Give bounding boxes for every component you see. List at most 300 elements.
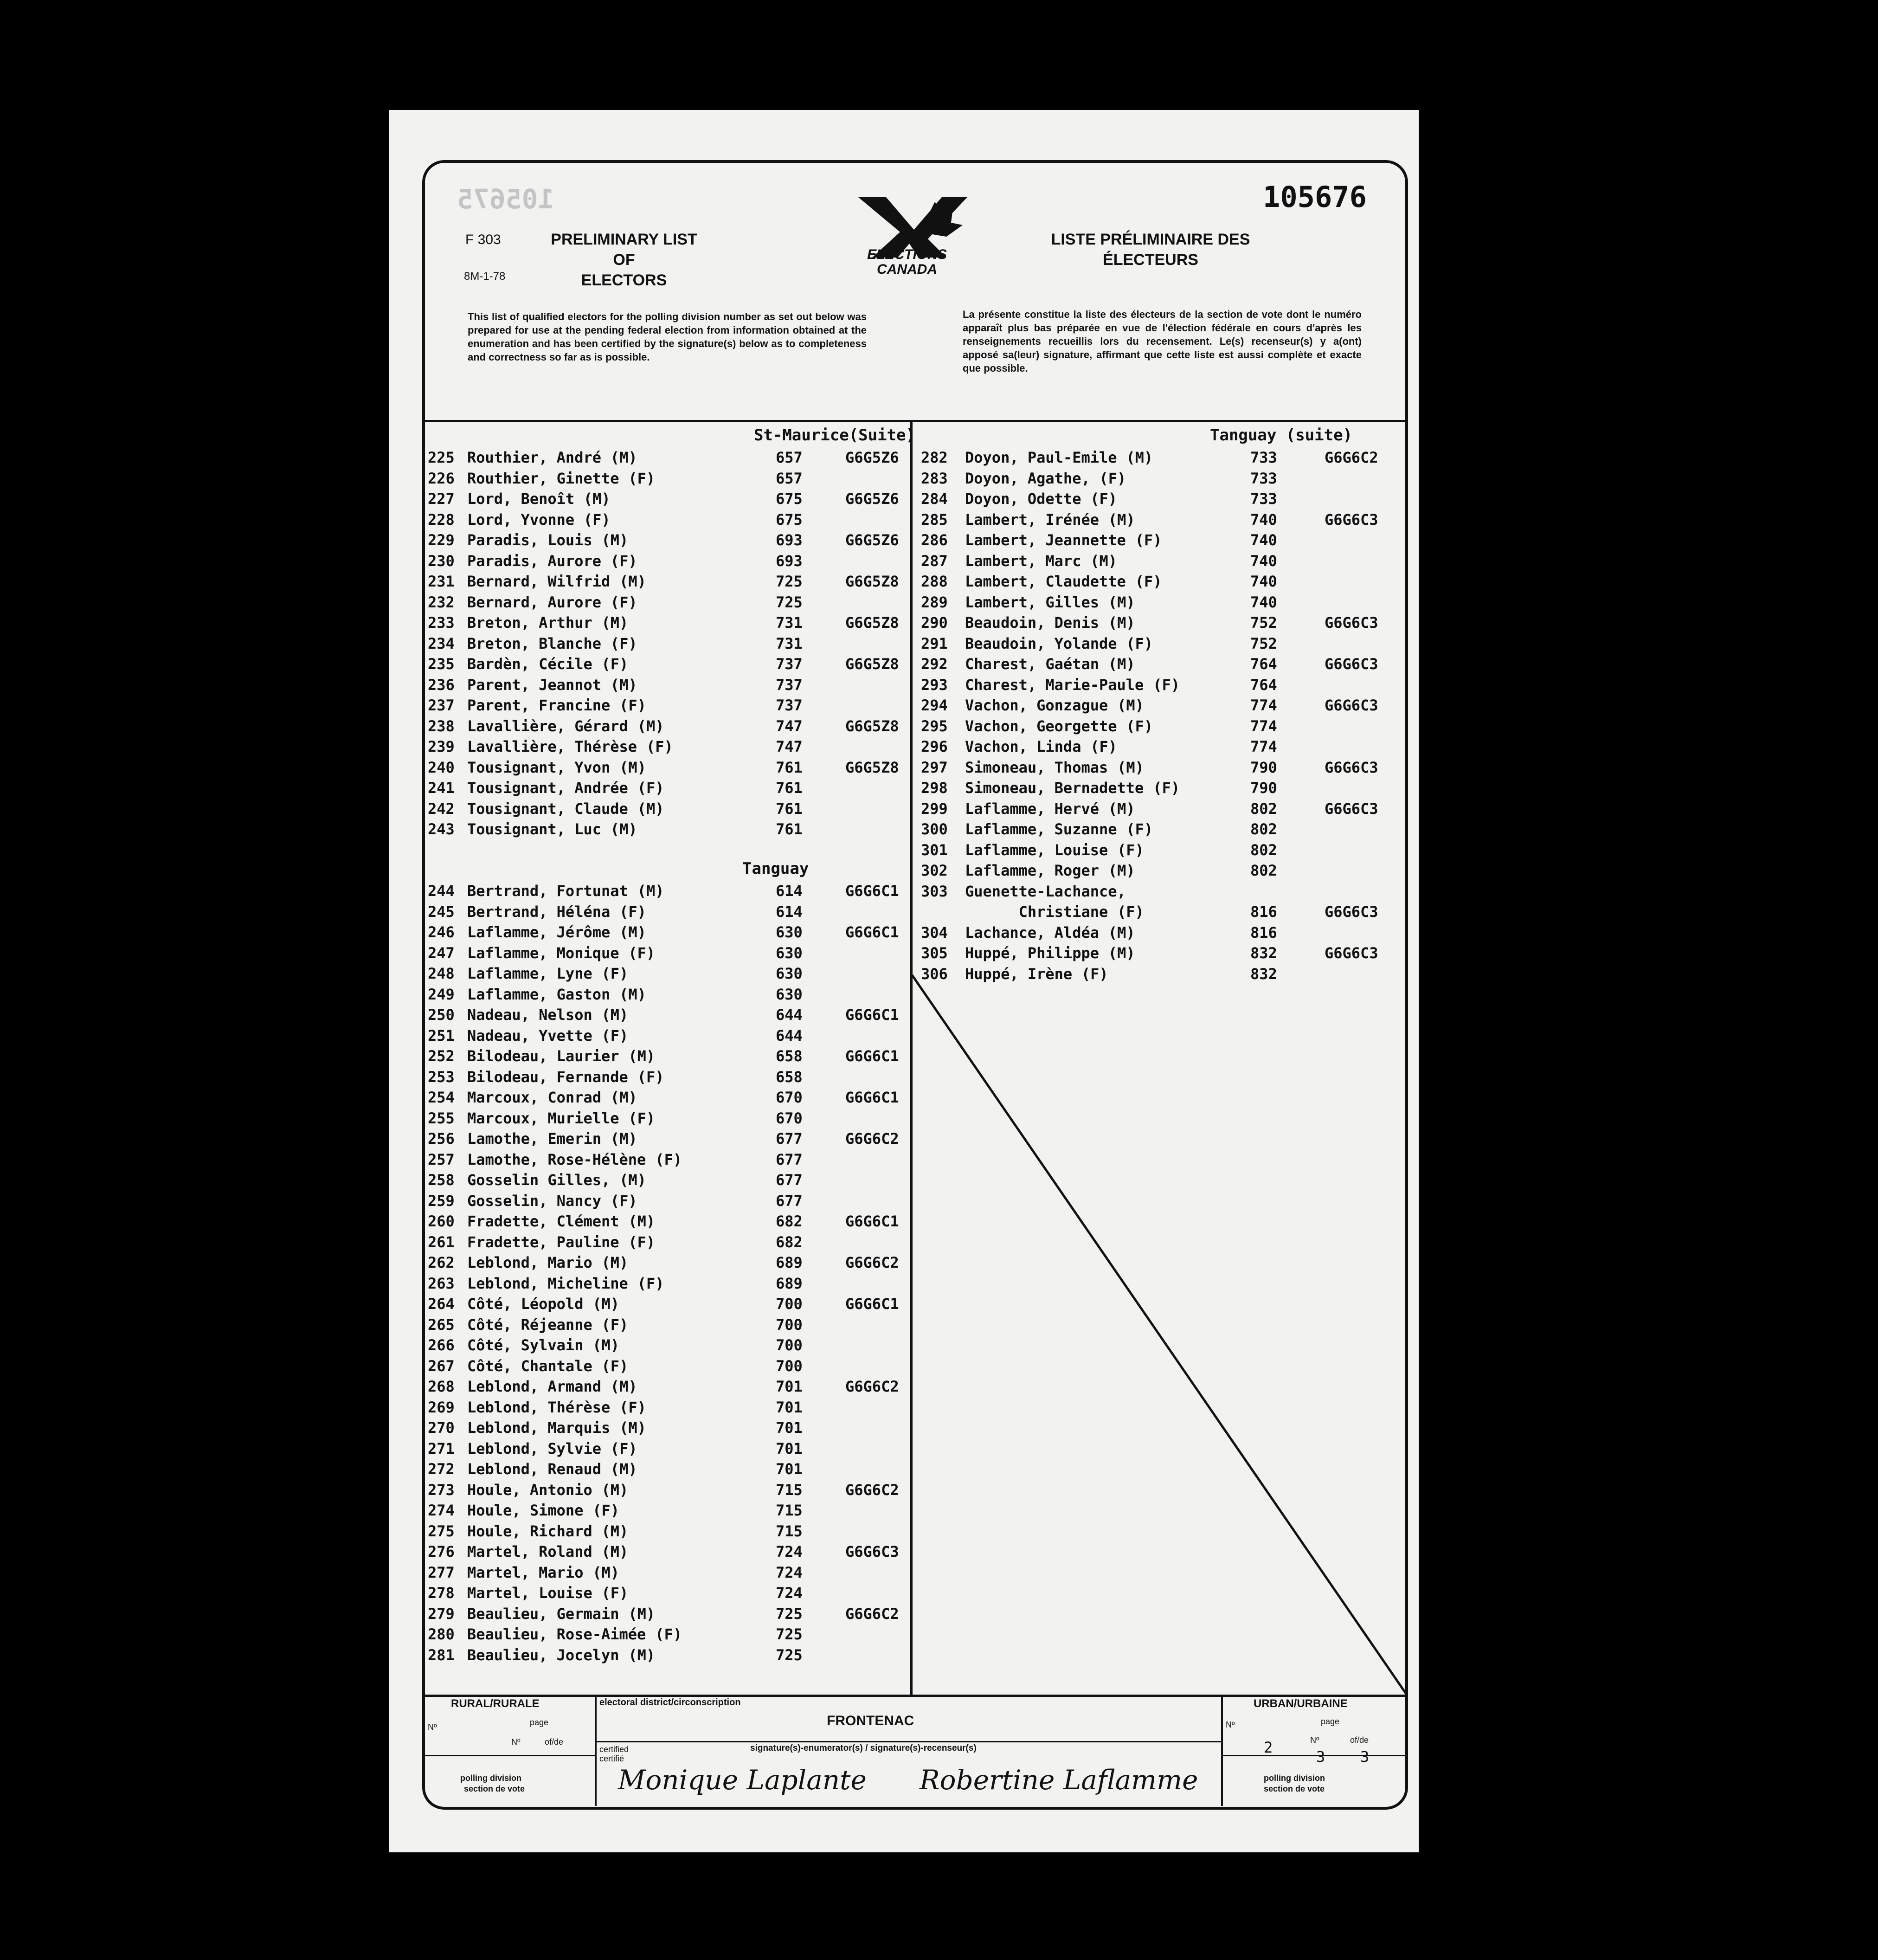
elector-address: 614: [776, 882, 803, 900]
elector-number: 250: [428, 1006, 455, 1024]
elector-sex: (M): [601, 1254, 629, 1271]
elector-number: 233: [428, 614, 455, 632]
elector-address: 644: [776, 1006, 803, 1024]
rural-section-de-vote-label: section de vote: [464, 1784, 525, 1793]
rural-of-label: of/de: [545, 1737, 564, 1747]
elector-row: [921, 778, 1406, 799]
elector-name: Guenette-Lachance,: [965, 882, 1126, 900]
elector-number: 249: [428, 985, 455, 1003]
elector-address: 802: [1250, 820, 1277, 838]
elector-sex: (F): [1090, 738, 1117, 755]
elector-number: 264: [428, 1295, 455, 1313]
elector-name: Laflamme, Lyne: [467, 965, 592, 982]
elector-address: 790: [1250, 758, 1277, 776]
elector-address: 832: [1250, 965, 1277, 983]
elector-sex: (M): [1108, 655, 1135, 673]
rural-label: RURAL/RURALE: [451, 1697, 540, 1710]
elector-number: 299: [921, 799, 948, 818]
elector-list-left-b: [428, 881, 910, 1665]
elector-postal-code: G6G5Z8: [845, 614, 899, 632]
elector-address: 630: [776, 923, 803, 941]
elector-row: [428, 1376, 910, 1397]
elector-address: 737: [776, 655, 803, 673]
elector-address: 725: [776, 573, 803, 590]
form-code: F 303: [465, 232, 501, 247]
elector-number: 287: [921, 552, 948, 570]
elector-name: Bardèn, Cécile: [467, 655, 592, 673]
elector-number: 242: [428, 799, 455, 818]
elector-sex: (F): [1117, 903, 1144, 921]
elector-number: 292: [921, 655, 948, 673]
elector-address: 715: [776, 1502, 803, 1519]
elector-name: Doyon, Paul-Emile: [965, 449, 1117, 466]
elector-row: [921, 675, 1406, 696]
elector-postal-code: G6G5Z6: [845, 449, 899, 466]
form-number-right: 105676: [1263, 180, 1367, 214]
elector-row: [921, 530, 1406, 551]
elector-number: 273: [428, 1481, 455, 1499]
elector-number: 246: [428, 923, 455, 941]
urban-polling-division-label: polling division: [1264, 1773, 1325, 1783]
elector-name: Vachon, Georgette: [965, 717, 1117, 735]
elector-number: 277: [428, 1563, 455, 1581]
elector-number: 256: [428, 1130, 455, 1148]
elector-sex: (F): [1135, 573, 1162, 590]
elector-name: Leblond, Micheline: [467, 1274, 628, 1292]
elector-sex: (M): [619, 573, 646, 590]
elector-address: 670: [776, 1109, 803, 1127]
elector-number: 235: [428, 655, 455, 673]
elector-postal-code: G6G6C3: [1325, 903, 1378, 921]
elector-row: [921, 489, 1406, 509]
elector-postal-code: G6G5Z6: [845, 490, 899, 508]
elector-address: 802: [1250, 841, 1277, 859]
elector-sex: (M): [1090, 552, 1117, 570]
elector-number: 237: [428, 696, 455, 714]
elector-name: Lamothe, Rose-Hélène: [467, 1150, 646, 1168]
elector-address: 715: [776, 1481, 803, 1499]
elector-postal-code: G6G6C2: [845, 1378, 899, 1395]
elector-number: 281: [428, 1646, 455, 1664]
elector-number: 255: [428, 1109, 455, 1127]
elector-name: Laflamme, Louise: [965, 841, 1108, 859]
elector-sex: (F): [628, 1233, 656, 1251]
elector-number: 300: [921, 820, 948, 838]
elector-sex: (F): [583, 510, 611, 529]
elector-sex: (M): [637, 882, 664, 900]
elector-name: Simoneau, Thomas: [965, 758, 1108, 776]
elector-sex: (F): [610, 593, 637, 611]
diagonal-cancel-line: [912, 974, 1408, 1696]
elector-sex: (M): [601, 1006, 629, 1024]
elector-row: [428, 530, 910, 551]
signature-enumerator-2: Robertine Laflamme: [920, 1764, 1198, 1796]
elector-address: 701: [776, 1398, 803, 1416]
elector-name: Marcoux, Murielle: [467, 1109, 619, 1127]
elector-name: Houle, Simone: [467, 1502, 584, 1519]
elector-sex: (F): [601, 1026, 629, 1044]
elector-name: Gosselin, Nancy: [467, 1192, 601, 1210]
elector-sex: (M): [619, 758, 646, 776]
elector-number: 265: [428, 1315, 455, 1334]
elector-name: Huppé, Irène: [965, 965, 1073, 983]
elector-row: [921, 551, 1406, 572]
elector-postal-code: G6G6C1: [845, 923, 899, 941]
title-french-line1: LISTE PRÉLIMINAIRE DES: [1051, 231, 1250, 248]
elector-row: [921, 736, 1406, 757]
elector-name: Laflamme, Suzanne: [965, 820, 1117, 838]
elector-address: 700: [776, 1295, 803, 1313]
elector-name: Beaulieu, Jocelyn: [467, 1646, 619, 1664]
elector-name: Laflamme, Jérôme: [467, 923, 611, 941]
elector-postal-code: G6G6C2: [845, 1481, 899, 1499]
elector-name: Laflamme, Monique: [467, 944, 619, 962]
elector-row: [921, 592, 1406, 613]
elector-address: 752: [1250, 634, 1277, 652]
elector-sex: (F): [610, 1439, 637, 1457]
elector-address: 675: [776, 510, 803, 529]
intro-french: La présente constitue la liste des électeurs de la section de vote dont le numéro apparaît plus bas préparée en vue de l'élection fédérale en cours d'après les renseignements recueillis lors du recensement. Le(s) recenseur(s) y a(ont) apposé sa(leur) signature, affirmant que cette liste est aussi complète et exacte que possible.: [963, 309, 1362, 374]
elector-row: [428, 716, 910, 737]
elector-address: 657: [776, 449, 803, 466]
elector-address: 774: [1250, 717, 1277, 735]
elector-number: 275: [428, 1522, 455, 1540]
elector-name: Leblond, Thérèse: [467, 1398, 611, 1416]
elector-number: 305: [921, 944, 948, 962]
elector-address: 761: [776, 799, 803, 818]
elector-name: Simoneau, Bernadette: [965, 779, 1144, 797]
elector-sex: (F): [655, 1625, 682, 1643]
certified-label: certified: [599, 1745, 629, 1754]
elector-row: [428, 1005, 910, 1025]
elector-name: Leblond, Armand: [467, 1378, 601, 1395]
elector-row: [921, 571, 1406, 592]
elector-number: 251: [428, 1026, 455, 1044]
urban-page-label: page: [1321, 1717, 1340, 1726]
elector-address: 740: [1250, 552, 1277, 570]
elections-canada-logo: [854, 188, 974, 285]
elector-number: 267: [428, 1357, 455, 1375]
elector-sex: (F): [1126, 634, 1153, 652]
elector-number: 297: [921, 758, 948, 776]
elector-name: Lambert, Gilles: [965, 593, 1099, 611]
elector-name: Martel, Mario: [467, 1563, 584, 1581]
elector-row: [428, 1541, 910, 1562]
elector-postal-code: G6G6C3: [1325, 696, 1378, 714]
elector-sex: (M): [610, 1378, 637, 1395]
elector-row: [428, 1583, 910, 1604]
elector-name: Tousignant, Andrée: [467, 779, 628, 797]
elector-postal-code: G6G6C3: [1325, 799, 1378, 818]
elector-postal-code: G6G5Z8: [845, 717, 899, 735]
elector-number: 257: [428, 1150, 455, 1168]
elector-sex: (M): [583, 490, 611, 508]
elector-row: [428, 1335, 910, 1356]
elector-sex: (F): [1135, 531, 1162, 549]
elector-name: Gosselin Gilles,: [467, 1171, 611, 1189]
elector-number: 231: [428, 573, 455, 590]
elector-row: [428, 1604, 910, 1625]
elector-address: 724: [776, 1543, 803, 1560]
elector-address: 677: [776, 1171, 803, 1189]
elector-address: 693: [776, 552, 803, 570]
elector-name: Tousignant, Luc: [467, 820, 601, 838]
elector-sex: (M): [619, 1171, 646, 1189]
elector-sex: (F): [1153, 779, 1180, 797]
elector-number: 269: [428, 1398, 455, 1416]
elector-postal-code: G6G6C2: [845, 1605, 899, 1623]
elector-sex: (M): [610, 676, 637, 694]
elector-address: 764: [1250, 676, 1277, 694]
elector-address: 689: [776, 1254, 803, 1271]
elector-name: Leblond, Renaud: [467, 1460, 601, 1478]
elector-number: 293: [921, 676, 948, 694]
elector-postal-code: G6G6C1: [845, 1295, 899, 1313]
elector-row: [921, 819, 1406, 840]
elector-sex: (M): [1108, 510, 1135, 529]
elector-address: 731: [776, 634, 803, 652]
elector-address: 731: [776, 614, 803, 632]
rural-polling-division-label: polling division: [460, 1773, 521, 1783]
elector-sex: (F): [610, 634, 637, 652]
elector-address: 752: [1250, 614, 1277, 632]
title-french-line2: ÉLECTEURS: [1103, 251, 1198, 269]
elector-sex: (F): [601, 965, 629, 982]
elector-number: 262: [428, 1254, 455, 1271]
elector-address: 764: [1250, 655, 1277, 673]
elector-address: 657: [776, 469, 803, 487]
elector-address: 700: [776, 1357, 803, 1375]
elector-number: 260: [428, 1212, 455, 1230]
elector-sex: (F): [646, 738, 673, 755]
footer-block: [423, 1695, 1407, 1806]
elector-name: Côté, Réjeanne: [467, 1315, 592, 1334]
elector-sex: (M): [628, 1646, 656, 1664]
elector-name: Bilodeau, Fernande: [467, 1068, 628, 1086]
elector-number: 258: [428, 1171, 455, 1189]
elector-row: [428, 984, 910, 1005]
elector-name: Beaulieu, Rose-Aimée: [467, 1625, 646, 1643]
elector-row: [428, 1480, 910, 1501]
logo-text-elections: ELECTIONS: [867, 247, 947, 262]
elector-sex: (M): [610, 1089, 637, 1106]
elector-name: Nadeau, Yvette: [467, 1026, 592, 1044]
elector-row: [921, 447, 1406, 468]
elector-number: 304: [921, 923, 948, 941]
elector-name: Lambert, Marc: [965, 552, 1081, 570]
elector-number: 236: [428, 676, 455, 694]
elector-address: 733: [1250, 449, 1277, 466]
elector-row: [428, 1418, 910, 1438]
elector-row: [921, 716, 1406, 737]
elector-number: 272: [428, 1460, 455, 1478]
elector-row: [428, 1294, 910, 1315]
elector-row: [428, 1562, 910, 1583]
elector-name: Bertrand, Fortunat: [467, 882, 628, 900]
elector-name: Lambert, Jeannette: [965, 531, 1126, 549]
elector-sex: (M): [1117, 696, 1144, 714]
elector-number: 291: [921, 634, 948, 652]
elector-sex: (F): [601, 1357, 629, 1375]
elector-sex: (M): [1108, 593, 1135, 611]
elector-sex: (F): [1081, 965, 1108, 983]
elector-name: Laflamme, Gaston: [467, 985, 611, 1003]
elector-number: 266: [428, 1336, 455, 1354]
urban-no-label: Nº: [1226, 1720, 1235, 1729]
elector-address: 832: [1250, 944, 1277, 962]
elector-name: Lambert, Claudette: [965, 573, 1126, 590]
elector-postal-code: G6G6C1: [845, 882, 899, 900]
elector-name: Huppé, Philippe: [965, 944, 1099, 962]
elector-sex: (M): [1108, 614, 1135, 632]
elector-postal-code: G6G5Z8: [845, 655, 899, 673]
elector-sex: (M): [610, 1460, 637, 1478]
elector-address: 630: [776, 985, 803, 1003]
elector-sex: (F): [619, 1398, 646, 1416]
rural-page-label: page: [530, 1718, 549, 1727]
elector-sex: (M): [637, 717, 664, 735]
elector-address: 658: [776, 1047, 803, 1065]
elector-number: 290: [921, 614, 948, 632]
elector-number: 289: [921, 593, 948, 611]
elector-postal-code: G6G6C3: [1325, 510, 1378, 529]
elector-row: [428, 902, 910, 922]
elector-address: 693: [776, 531, 803, 549]
elector-row: [921, 964, 1406, 985]
elector-address: 701: [776, 1439, 803, 1457]
elector-number: 280: [428, 1625, 455, 1643]
elector-sex: (M): [619, 923, 646, 941]
elector-row: [428, 1315, 910, 1335]
elector-row: [921, 509, 1406, 530]
elector-sex: (F): [601, 655, 629, 673]
elector-number: 294: [921, 696, 948, 714]
elector-address: 747: [776, 738, 803, 755]
elector-number: 274: [428, 1502, 455, 1519]
elector-sex: (M): [637, 799, 664, 818]
elector-address: 816: [1250, 923, 1277, 941]
form-edition: 8M-1-78: [464, 270, 506, 283]
elector-address: 682: [776, 1233, 803, 1251]
elector-row: [428, 922, 910, 943]
elector-sex: (M): [1108, 923, 1135, 941]
elector-row: [428, 1438, 910, 1459]
title-english-line1: PRELIMINARY LIST OF: [551, 231, 697, 269]
elector-row: [921, 633, 1406, 654]
elector-sex: (F): [610, 552, 637, 570]
elector-address: 682: [776, 1212, 803, 1230]
elector-row: [428, 489, 910, 509]
elector-sex: (F): [628, 1109, 656, 1127]
elector-name: Côté, Léopold: [467, 1295, 584, 1313]
elector-address: 715: [776, 1522, 803, 1540]
right-column-heading: Tanguay (suite): [1210, 426, 1353, 445]
elector-number: 228: [428, 510, 455, 529]
elector-row: [428, 1397, 910, 1418]
elector-sex: (F): [637, 1068, 664, 1086]
elector-sex: (M): [601, 614, 629, 632]
elector-number: 268: [428, 1378, 455, 1395]
elector-address: 761: [776, 820, 803, 838]
elector-number: 279: [428, 1605, 455, 1623]
elector-number: 252: [428, 1047, 455, 1065]
elector-address: 658: [776, 1068, 803, 1086]
elector-name: Leblond, Mario: [467, 1254, 592, 1271]
elector-sex: (M): [592, 1336, 619, 1354]
elector-number: 285: [921, 510, 948, 529]
elector-sex: (M): [610, 820, 637, 838]
elector-sex: (M): [601, 1481, 629, 1499]
elector-name: Fradette, Clément: [467, 1212, 619, 1230]
elector-number: 248: [428, 965, 455, 982]
elector-row: [428, 654, 910, 675]
elector-sex: (M): [619, 985, 646, 1003]
elector-number: 243: [428, 820, 455, 838]
elector-address: 670: [776, 1089, 803, 1106]
elector-row: [428, 778, 910, 799]
elector-number: 234: [428, 634, 455, 652]
elector-address: 701: [776, 1378, 803, 1395]
district-value: FRONTENAC: [827, 1713, 914, 1728]
elector-postal-code: G6G6C3: [1325, 944, 1378, 962]
elector-sex: (F): [1126, 820, 1153, 838]
elector-address: 740: [1250, 573, 1277, 590]
elector-sex: (F): [628, 469, 656, 487]
elector-row: [921, 612, 1406, 633]
elector-row: [428, 799, 910, 819]
elector-number: 306: [921, 965, 948, 983]
logo-text-canada: CANADA: [877, 262, 937, 277]
elector-number: 288: [921, 573, 948, 590]
district-label: electoral district/circonscription: [599, 1697, 741, 1708]
elector-name: Laflamme, Roger: [965, 862, 1099, 879]
elector-name: Lambert, Irénée: [965, 510, 1099, 529]
elector-number: 227: [428, 490, 455, 508]
urban-label: URBAN/URBAINE: [1254, 1697, 1348, 1710]
elector-address: 737: [776, 696, 803, 714]
elector-number: 286: [921, 531, 948, 549]
elector-postal-code: G6G6C2: [1325, 449, 1378, 466]
elector-postal-code: G6G6C1: [845, 1089, 899, 1106]
elector-number: 261: [428, 1233, 455, 1251]
elector-address: 724: [776, 1584, 803, 1602]
elector-number: 225: [428, 449, 455, 466]
elector-row: [921, 902, 1406, 922]
elector-number: 282: [921, 449, 948, 466]
elector-row: [428, 736, 910, 757]
elector-name: Tousignant, Claude: [467, 799, 628, 818]
elector-sex: (M): [610, 1130, 637, 1148]
elector-address: 816: [1250, 903, 1277, 921]
elector-number: 298: [921, 779, 948, 797]
elector-number: 226: [428, 469, 455, 487]
elector-sex: (M): [601, 1522, 629, 1540]
elector-address: 630: [776, 965, 803, 982]
elector-address: 677: [776, 1130, 803, 1148]
elector-number: 253: [428, 1068, 455, 1086]
title-french: [1035, 229, 1267, 270]
elector-row: [428, 1273, 910, 1294]
elector-sex: (F): [1153, 676, 1180, 694]
signature-label: signature(s)-enumerator(s) / signature(s)-recenseur(s): [750, 1743, 977, 1753]
elector-address: 724: [776, 1563, 803, 1581]
elector-row: [428, 1500, 910, 1521]
elector-sex: (M): [610, 449, 637, 466]
elector-number: 240: [428, 758, 455, 776]
elector-row: [428, 1645, 910, 1666]
elector-sex: (M): [1117, 758, 1144, 776]
elector-name: Vachon, Linda: [965, 738, 1081, 755]
